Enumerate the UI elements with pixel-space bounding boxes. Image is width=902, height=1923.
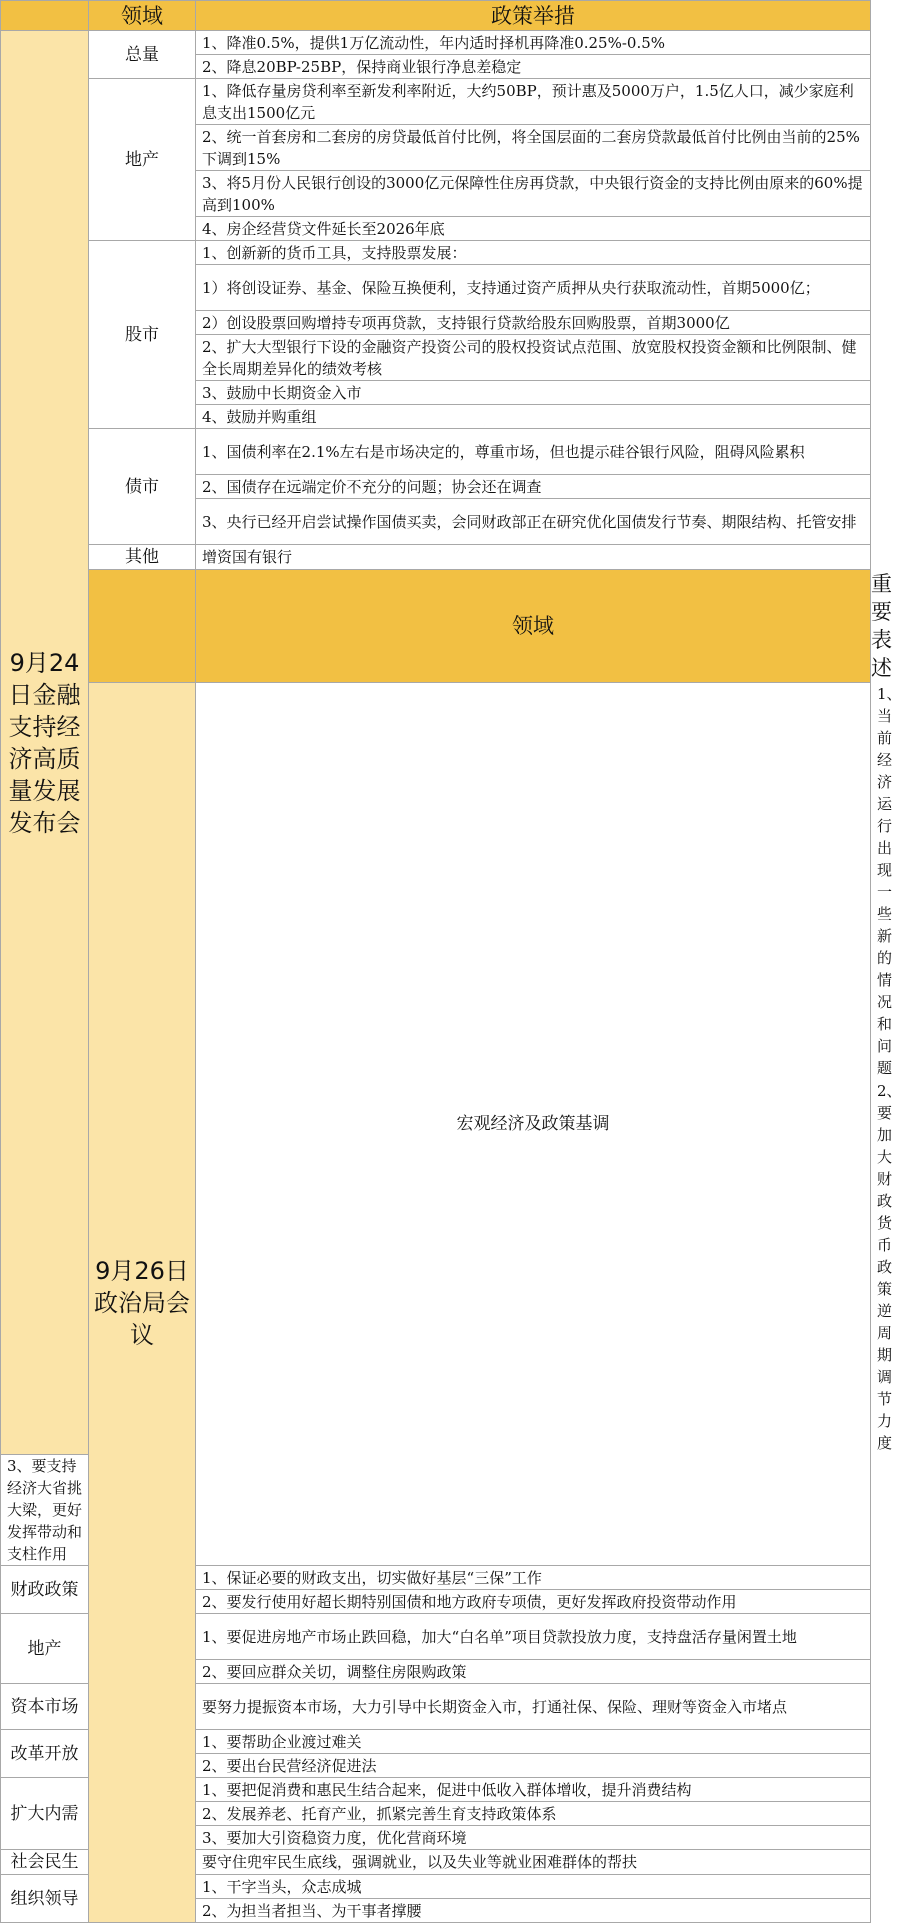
policy-item: 2、扩大大型银行下设的金融资产投资公司的股权投资试点范围、放宽股权投资金额和比例限制、健全长周期差异化的绩效考核 xyxy=(196,335,871,381)
policy-item: 2、要回应群众关切，调整住房限购政策 xyxy=(196,1660,871,1684)
table-row: 9月26日政治局会议 宏观经济及政策基调 1、当前经济运行出现一些新的情况和问题 xyxy=(1,683,871,1080)
category-label: 财政政策 xyxy=(1,1566,89,1614)
policy-item: 2、要发行使用好超长期特别国债和地方政府专项债，更好发挥政府投资带动作用 xyxy=(196,1590,871,1614)
policy-item: 4、房企经营贷文件延长至2026年底 xyxy=(196,217,871,241)
policy-item: 1）将创设证券、基金、保险互换便利，支持通过资产质押从央行获取流动性，首期5000亿； xyxy=(196,265,871,311)
policy-item: 1、要促进房地产市场止跌回稳，加大“白名单”项目贷款投放力度，支持盘活存量闲置土地 xyxy=(196,1614,871,1660)
policy-item: 3、央行已经开启尝试操作国债买卖，会同财政部正在研究优化国债发行节奏、期限结构、托管安排 xyxy=(196,499,871,545)
policy-item: 2、发展养老、托育产业，抓紧完善生育支持政策体系 xyxy=(196,1802,871,1826)
category-label: 地产 xyxy=(89,79,196,241)
policy-item: 2、为担当者担当、为干事者撑腰 xyxy=(196,1899,871,1923)
table-row xyxy=(1,429,871,475)
policy-item: 增资国有银行 xyxy=(196,545,871,570)
policy-item: 要努力提振资本市场，大力引导中长期资金入市，打通社保、保险、理财等资金入市堵点 xyxy=(196,1684,871,1730)
policy-item: 1、保证必要的财政支出，切实做好基层“三保”工作 xyxy=(196,1566,871,1590)
policy-item: 3、要加大引资稳资力度，优化营商环境 xyxy=(196,1826,871,1850)
policy-item: 2、降息20BP-25BP，保持商业银行净息差稳定 xyxy=(196,55,871,79)
policy-item: 4、鼓励并购重组 xyxy=(196,405,871,429)
category-label: 宏观经济及政策基调 xyxy=(196,683,871,1566)
policy-item: 3、将5月份人民银行创设的3000亿元保障性住房再贷款，中央银行资金的支持比例由原来的60%提高到100% xyxy=(196,171,871,217)
table-row xyxy=(1,241,871,265)
policy-item: 1、降准0.5%，提供1万亿流动性，年内适时择机再降准0.25%-0.5% xyxy=(196,31,871,55)
policy-item: 3、要支持经济大省挑大梁，更好发挥带动和支柱作用 xyxy=(1,1455,89,1566)
header-blank-cell xyxy=(1,1,89,31)
policy-item: 2）创设股票回购增持专项再贷款，支持银行贷款给股东回购股票，首期3000亿 xyxy=(196,311,871,335)
category-label: 总量 xyxy=(89,31,196,79)
category-label: 股市 xyxy=(89,241,196,429)
policy-item: 1、国债利率在2.1%左右是市场决定的，尊重市场，但也提示硅谷银行风险，阻碍风险累积 xyxy=(196,429,871,475)
category-label: 扩大内需 xyxy=(1,1778,89,1850)
policy-item: 1、创新新的货币工具，支持股票发展： xyxy=(196,241,871,265)
category-label: 社会民生 xyxy=(1,1850,89,1875)
table-row: 2、要加大财政货币政策逆周期调节力度 xyxy=(877,1082,902,1452)
section2-header-row: 领域 重要表述 xyxy=(1,570,871,683)
header-domain: 领域 xyxy=(89,1,196,31)
policy-item: 1、干字当头，众志成城 xyxy=(196,1875,871,1899)
category-label: 债市 xyxy=(89,429,196,545)
section1-header-row xyxy=(1,1,871,31)
category-label: 组织领导 xyxy=(1,1875,89,1923)
policy-item: 3、鼓励中长期资金入市 xyxy=(196,381,871,405)
header-title: 政策举措 xyxy=(196,1,871,31)
category-label: 地产 xyxy=(1,1614,89,1684)
table-row xyxy=(1,79,871,125)
category-label: 其他 xyxy=(89,545,196,570)
policy-item: 2、要出台民营经济促进法 xyxy=(196,1754,871,1778)
header-domain: 领域 xyxy=(196,570,871,683)
policy-item: 1、降低存量房贷利率至新发利率附近，大约50BP，预计惠及5000万户，1.5亿人口，减少家庭利息支出1500亿元 xyxy=(196,79,871,125)
policy-item: 2、国债存在远端定价不充分的问题；协会还在调查 xyxy=(196,475,871,499)
header-blank-cell xyxy=(89,570,196,683)
category-label: 资本市场 xyxy=(1,1684,89,1730)
category-label: 改革开放 xyxy=(1,1730,89,1778)
policy-item: 要守住兜牢民生底线，强调就业，以及失业等就业困难群体的帮扶 xyxy=(196,1850,871,1875)
policy-item: 1、要把促消费和惠民生结合起来，促进中低收入群体增收，提升消费结构 xyxy=(196,1778,871,1802)
table-row xyxy=(1,31,871,55)
policy-item: 2、统一首套房和二套房的房贷最低首付比例，将全国层面的二套房贷款最低首付比例由当前的25%下调到15% xyxy=(196,125,871,171)
event-label: 9月26日政治局会议 xyxy=(89,683,196,1923)
event-label: 9月24日金融支持经济高质量发展发布会 xyxy=(1,31,89,1455)
policy-item: 1、要帮助企业渡过难关 xyxy=(196,1730,871,1754)
table-row xyxy=(1,545,871,570)
